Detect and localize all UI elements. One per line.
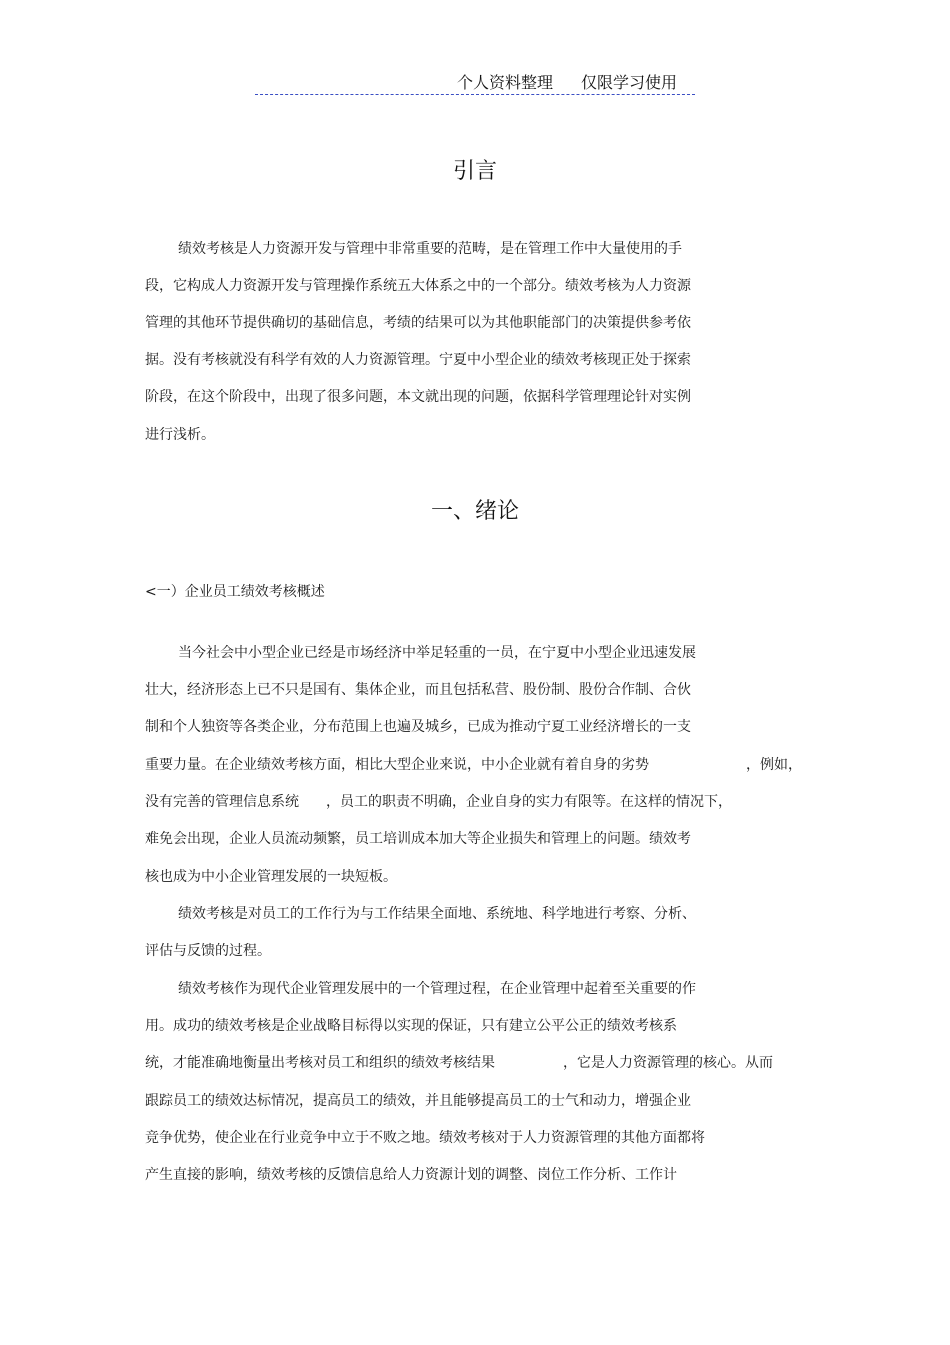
- intro-title: 引言: [452, 159, 497, 184]
- text-line: 核也成为中小企业管理发展的一块短板。: [145, 869, 397, 885]
- header-left-text: 个人资料整理: [457, 73, 554, 92]
- text-line: 统，才能准确地衡量出考核对员工和组织的绩效考核结果: [145, 1055, 495, 1071]
- text-line: 当今社会中小型企业已经是市场经济中举足轻重的一员，在宁夏中小型企业迅速发展: [178, 645, 696, 661]
- text-line: 竞争优势，使企业在行业竞争中立于不败之地。绩效考核对于人力资源管理的其他方面都将: [145, 1130, 705, 1146]
- text-line: 壮大，经济形态上已不只是国有、集体企业，而且包括私营、股份制、股份合作制、合伙: [145, 682, 691, 698]
- text-line: 制和个人独资等各类企业，分布范围上也遍及城乡，已成为推动宁夏工业经济增长的一支: [145, 719, 691, 735]
- text-line: 没有完善的管理信息系统: [145, 794, 299, 810]
- text-fragment: ，它是人力资源管理的核心。从而: [563, 1055, 773, 1071]
- text-line: 绩效考核是人力资源开发与管理中非常重要的范畴，是在管理工作中大量使用的手: [178, 241, 682, 257]
- text-line: 管理的其他环节提供确切的基础信息，考绩的结果可以为其他职能部门的决策提供参考依: [145, 315, 691, 331]
- text-line: 据。没有考核就没有科学有效的人力资源管理。宁夏中小型企业的绩效考核现正处于探索: [145, 352, 691, 368]
- text-line: 段，它构成人力资源开发与管理操作系统五大体系之中的一个部分。绩效考核为人力资源: [145, 278, 691, 294]
- text-line: 跟踪员工的绩效达标情况，提高员工的绩效，并且能够提高员工的士气和动力，增强企业: [145, 1093, 691, 1109]
- section-heading: <一）企业员工绩效考核概述: [145, 584, 325, 600]
- header-right-text: 仅限学习使用: [581, 73, 678, 92]
- text-fragment: ，员工的职责不明确，企业自身的实力有限等。在这样的情况下，: [326, 794, 732, 810]
- text-line: 绩效考核作为现代企业管理发展中的一个管理过程，在企业管理中起着至关重要的作: [178, 981, 696, 997]
- text-line: 阶段，在这个阶段中，出现了很多问题，本文就出现的问题，依据科学管理理论针对实例: [145, 389, 691, 405]
- text-line: 评估与反馈的过程。: [145, 943, 271, 959]
- chapter-title: 一、绪论: [430, 499, 519, 524]
- page-header: [255, 72, 695, 95]
- text-line: 绩效考核是对员工的工作行为与工作结果全面地、系统地、科学地进行考察、分析、: [178, 906, 696, 922]
- text-line: 难免会出现，企业人员流动频繁，员工培训成本加大等企业损失和管理上的问题。绩效考: [145, 831, 691, 847]
- text-line: 进行浅析。: [145, 427, 215, 443]
- text-line: 用。成功的绩效考核是企业战略目标得以实现的保证，只有建立公平公正的绩效考核系: [145, 1018, 677, 1034]
- text-line: 重要力量。在企业绩效考核方面，相比大型企业来说，中小企业就有着自身的劣势: [145, 757, 649, 773]
- text-fragment: ，例如，: [746, 757, 802, 773]
- text-line: 产生直接的影响，绩效考核的反馈信息给人力资源计划的调整、岗位工作分析、工作计: [145, 1167, 677, 1183]
